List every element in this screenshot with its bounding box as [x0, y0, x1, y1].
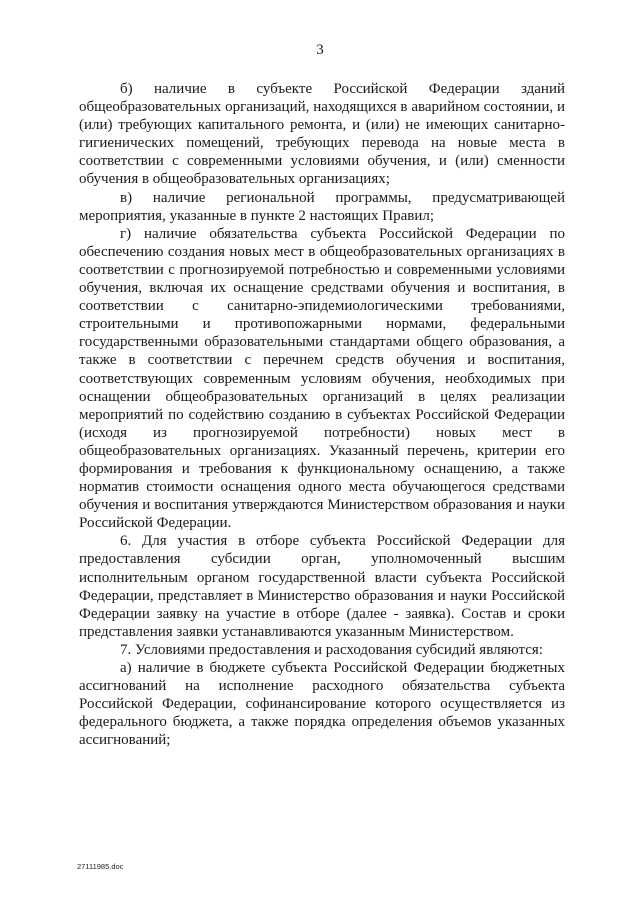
paragraph-7: 7. Условиями предоставления и расходования субсидий являются: — [120, 641, 543, 658]
paragraph-v: в) наличие региональной программы, предусматривающей мероприятия, указанные в пункте 2 настоящих Правил; — [79, 189, 565, 224]
paragraph-g: г) наличие обязательства субъекта Российской Федерации по обеспечению создания новых мест в общеобразовательных организациях в соответствии с прогнозируемой потребностью и современными условиями обучения, включая их оснащение средствами обучения и воспитания, в соответствии с санитарно-эпидемиологическими требованиями, строительными и противопожарными нормами, федеральными государственными образовательными стандартами общего образования, а также в соответствии с перечнем средств обучения и воспитания, соответствующих современным условиям обучения, необходимых при оснащении общеобразовательных организаций в целях реализации мероприятий по содействию созданию в субъектах Российской Федерации (исходя из прогнозируемой потребности) новых мест в общеобразовательных организациях. Указанный перечень, критерии его формирования и требования к функциональному оснащению, а также норматив стоимости оснащения одного места обучающегося средствами обучения и воспитания утверждаются Министерством образования и науки Российской Федерации. — [79, 225, 565, 532]
page-number: 3 — [316, 42, 324, 58]
footer-filename: 27111985.doc — [77, 862, 124, 871]
paragraph-b: б) наличие в субъекте Российской Федерации зданий общеобразовательных организаций, находящихся в аварийном состоянии, и (или) требующих капитального ремонта, и (или) не имеющих санитарно-гигиенических помещений, требующих перевода на новые места в соответствии с современными условиями обучения, и (или) сменности обучения в общеобразовательных организациях; — [79, 81, 565, 188]
document-body — [79, 80, 565, 749]
paragraph-6: 6. Для участия в отборе субъекта Российской Федерации для предоставления субсидии орган, уполномоченный высшим исполнительным органом государственной власти субъекта Российской Федерации, представляет в Министерство образования и науки Российской Федерации заявку на участие в отборе (далее - заявка). Состав и сроки представления заявки устанавливаются указанным Министерством. — [79, 533, 565, 640]
paragraph-a: а) наличие в бюджете субъекта Российской Федерации бюджетных ассигнований на исполнение расходного обязательства субъекта Российской Федерации, софинансирование которого осуществляется из федерального бюджета, а также порядка определения объемов указанных ассигнований; — [79, 660, 565, 749]
